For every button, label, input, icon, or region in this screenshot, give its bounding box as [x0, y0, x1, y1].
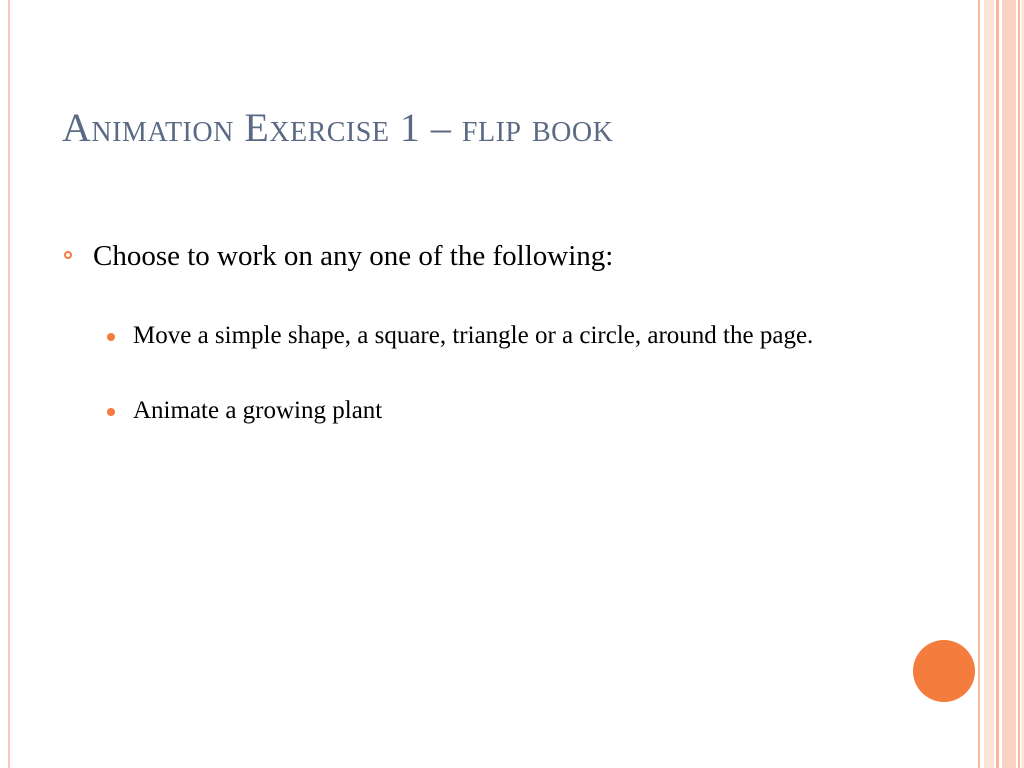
- bullet-item: [62, 236, 862, 276]
- bullet-text: Choose to work on any one of the following:: [93, 240, 614, 272]
- slide-title: Animation Exercise 1 – flip book: [62, 105, 614, 150]
- stripe: [984, 0, 994, 768]
- sub-bullet-list: [103, 318, 862, 428]
- ring-bullet-icon: [64, 251, 72, 259]
- stripe: [978, 0, 980, 768]
- orange-circle-decoration: [913, 640, 975, 702]
- dot-bullet-icon: [107, 333, 115, 341]
- sub-bullet-text: Animate a growing plant: [133, 397, 383, 424]
- right-decorative-stripes: [978, 0, 1024, 768]
- left-border-line: [8, 0, 10, 768]
- stripe: [1002, 0, 1016, 768]
- stripe: [1018, 0, 1020, 768]
- sub-bullet-text: Move a simple shape, a square, triangle or a circle, around the page.: [133, 322, 814, 349]
- slide-content: [62, 236, 862, 428]
- sub-bullet-item: [103, 318, 853, 353]
- sub-bullet-item: [103, 393, 853, 428]
- dot-bullet-icon: [107, 408, 115, 416]
- stripe: [996, 0, 999, 768]
